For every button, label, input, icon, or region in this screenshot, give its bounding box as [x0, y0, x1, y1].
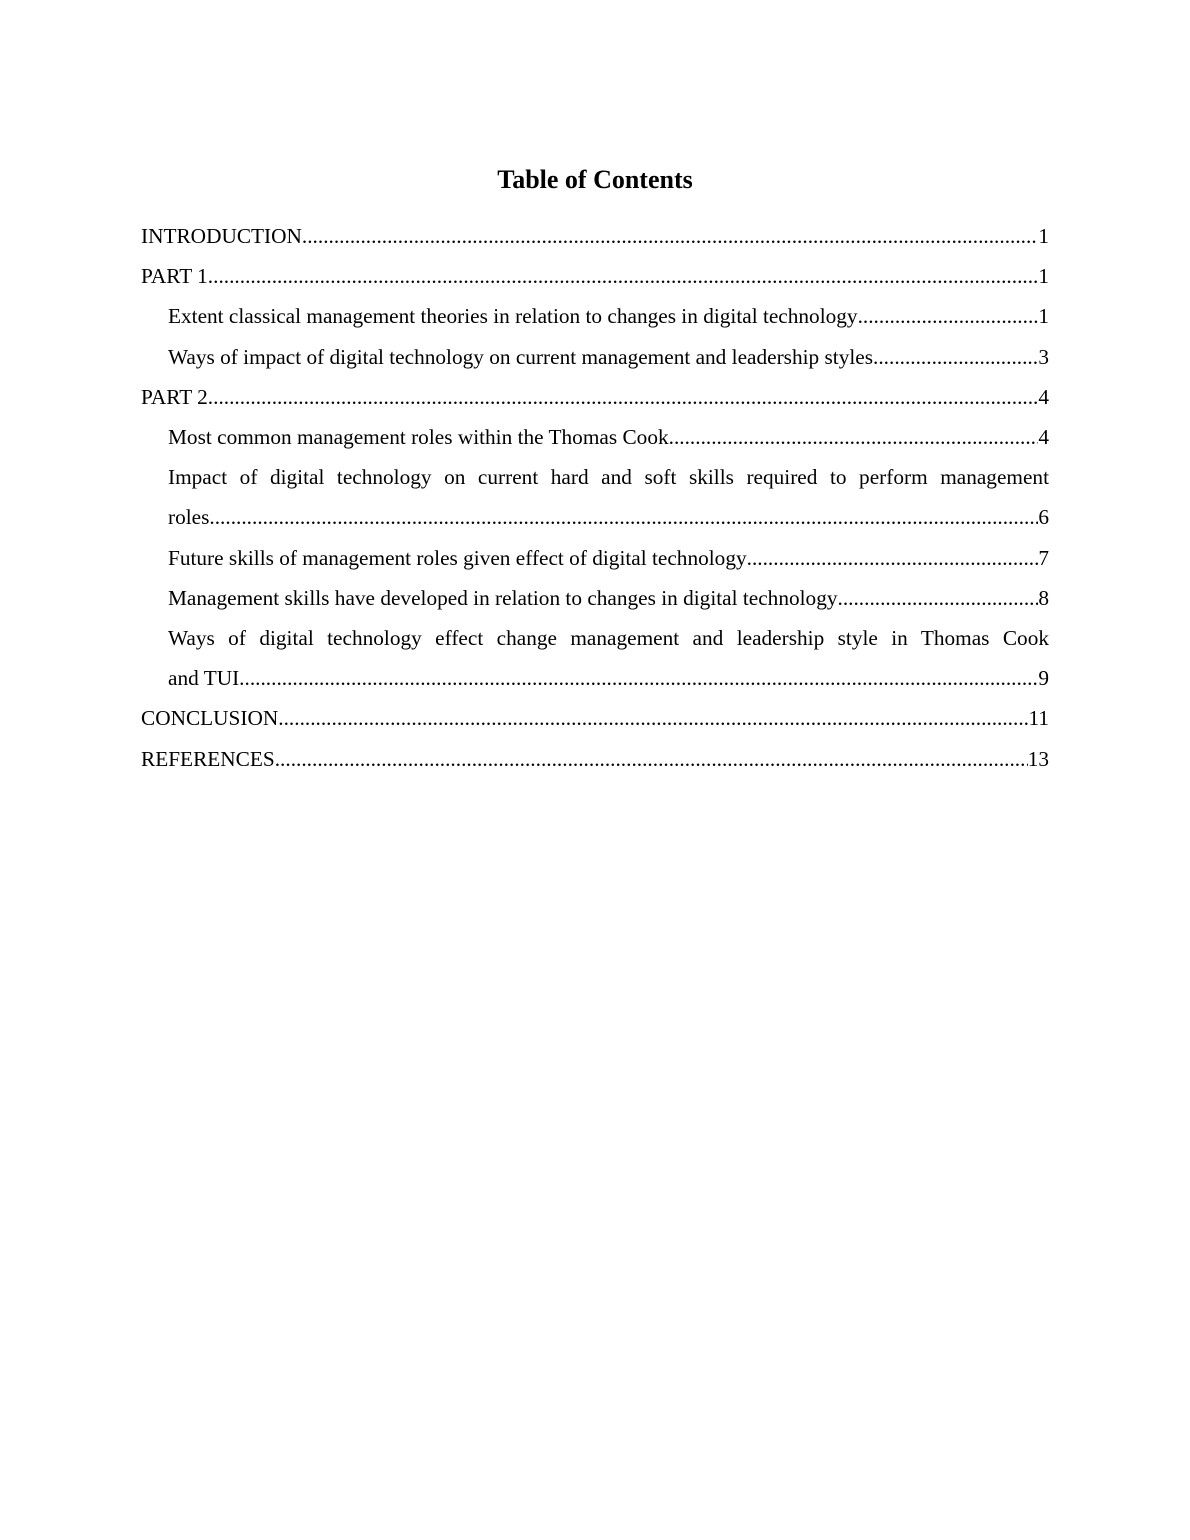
toc-page-number: 4	[1038, 384, 1049, 409]
dot-leader	[209, 497, 1038, 537]
dot-leader	[669, 417, 1039, 457]
toc-entry[interactable]	[141, 618, 1049, 698]
toc-page-number: 3	[1038, 344, 1049, 369]
toc-entry[interactable]	[141, 538, 1049, 578]
toc-entry[interactable]	[141, 377, 1049, 417]
toc-entry-text: INTRODUCTION	[141, 224, 302, 248]
dot-leader	[208, 256, 1039, 296]
toc-entry-text: Management skills have developed in relation to changes in digital technology	[168, 585, 838, 610]
toc-list	[141, 216, 1049, 779]
toc-entry-text: Most common management roles within the Thomas Cook	[168, 425, 669, 450]
toc-page-number: 8	[1038, 585, 1049, 610]
toc-entry-text: Ways of impact of digital technology on current management and leadership styles	[168, 344, 874, 369]
toc-entry[interactable]	[141, 578, 1049, 618]
toc-page-number: 6	[1038, 505, 1049, 530]
dot-leader	[838, 578, 1039, 618]
toc-entry[interactable]	[141, 739, 1049, 779]
dot-leader	[278, 698, 1028, 738]
toc-entry-text: Extent classical management theories in relation to changes in digital technology	[168, 304, 858, 329]
dot-leader	[239, 658, 1038, 698]
dot-leader	[275, 739, 1028, 779]
toc-entry-text-line1: Ways of digital technology effect change management and leadership style in Thomas Cook	[168, 626, 1049, 651]
toc-entry[interactable]	[141, 296, 1049, 336]
dot-leader	[302, 216, 1038, 256]
toc-page-number: 1	[1038, 264, 1049, 289]
toc-page-number: 13	[1027, 746, 1049, 771]
toc-page-number: 1	[1038, 224, 1049, 248]
toc-entry[interactable]	[141, 216, 1049, 256]
dot-leader	[747, 538, 1039, 578]
toc-entry-text: PART 2	[141, 384, 208, 409]
toc-entry-text: and TUI	[168, 666, 240, 691]
toc-entry-text-line1: Impact of digital technology on current hard and soft skills required to perform management	[168, 465, 1049, 490]
toc-entry[interactable]	[141, 337, 1049, 377]
toc-page-number: 11	[1028, 706, 1049, 731]
toc-entry-text: Future skills of management roles given effect of digital technology	[168, 545, 747, 570]
toc-entry[interactable]	[141, 256, 1049, 296]
toc-page-number: 1	[1038, 304, 1049, 329]
dot-leader	[208, 377, 1039, 417]
toc-entry[interactable]	[141, 457, 1049, 537]
toc-page-number: 4	[1038, 425, 1049, 450]
toc-page-number: 7	[1038, 545, 1049, 570]
toc-title: Table of Contents	[497, 165, 693, 194]
toc-page-number: 9	[1038, 666, 1049, 691]
dot-leader	[873, 337, 1038, 377]
toc-entry-text: REFERENCES	[141, 746, 275, 771]
toc-entry[interactable]	[141, 417, 1049, 457]
toc-entry-text: roles	[168, 505, 210, 530]
toc-entry-text: CONCLUSION	[141, 706, 279, 731]
toc-entry[interactable]	[141, 698, 1049, 738]
toc-entry-text: PART 1	[141, 264, 208, 289]
dot-leader	[858, 296, 1039, 336]
